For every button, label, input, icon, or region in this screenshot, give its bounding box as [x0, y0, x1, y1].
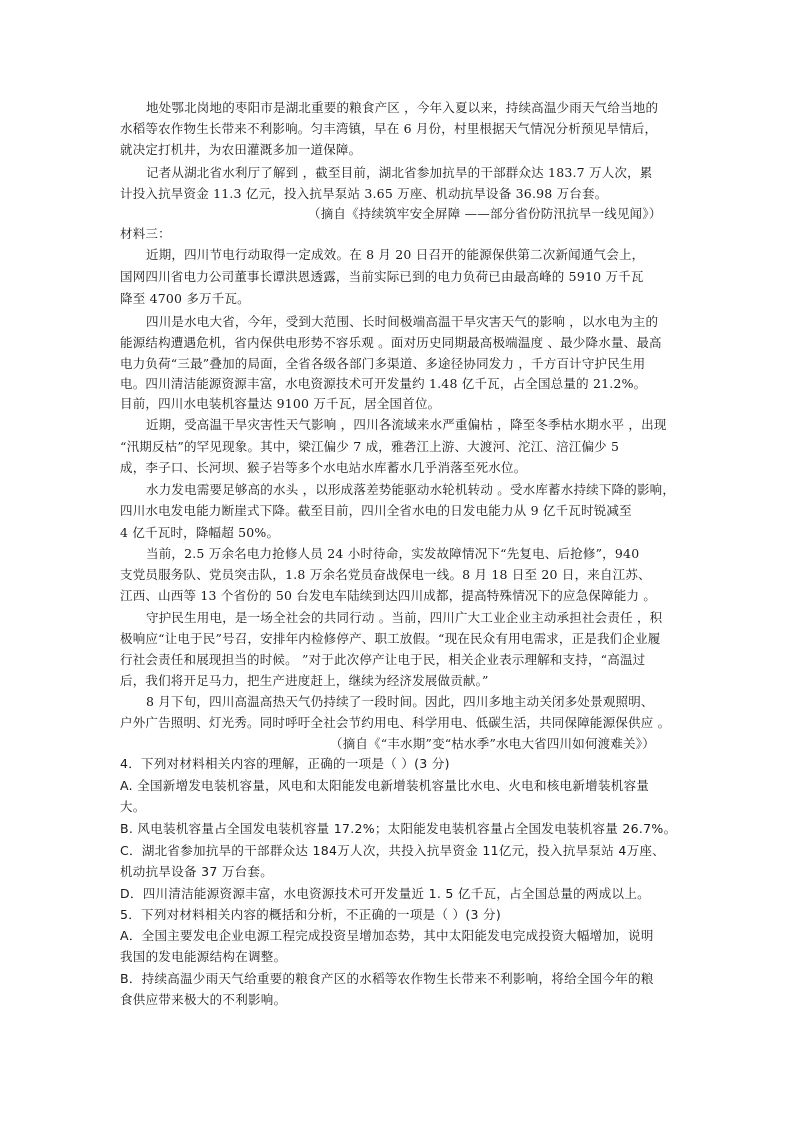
text-line: 四川水电发电能力断崖式下降。截至目前，四川全省水电的日发电能力从 9 亿千瓦时锐减至 — [120, 503, 632, 518]
text-line: 电力负荷“三最”叠加的局面，全省各级各部门多渠道、多途径协同发力 ，千方百计守护民生用 — [120, 356, 646, 371]
text-line: 记者从湖北省水利厅了解到 ，截至目前，湖北省参加抗旱的干部群众达 183.7 万人次，累 — [146, 165, 653, 180]
text-line: 近期，受高温干旱灾害性天气影响 ，四川各流域来水严重偏枯 ，降至冬季枯水期水平 ，出现 — [146, 417, 667, 432]
text-line: 户外广告照明、灯光秀。同时呼吁全社会节约用电、科学用电、低碳生活，共同保障能源保供应 。 — [120, 715, 671, 730]
text-line: 水稻等农作物生长带来不利影响。匀丰湾镇，早在 6 月份，村里根据天气情况分析预见旱情后， — [120, 121, 658, 136]
option-b: B. 风电装机容量占全国发电装机容量 17.2%；太阳能发电装机容量占全国发电装机容量 26.7%。 — [120, 821, 677, 836]
text-line: 能源结构遭遇危机，省内保供电形势不容乐观 。面对历史同期最高极端温度 、最少降水量、最高 — [120, 335, 662, 350]
option-d: D．四川清洁能源资源丰富，水电资源技术可开发量近 1. 5 亿千瓦，占全国总量的两成以上。 — [120, 886, 650, 901]
text-line: 地处鄂北岗地的枣阳市是湖北重要的粮食产区 ，今年入夏以来，持续高温少雨天气给当地的 — [146, 100, 659, 115]
text-line: 当前，2.5 万余名电力抢修人员 24 小时待命，实发故障情况下“先复电、后抢修”，940 — [146, 546, 640, 561]
source-citation: （摘自《“丰水期”变“枯水季”水电大省四川如何渡难关》） — [330, 736, 655, 751]
text-line: 4 亿千瓦时，降幅超 50%。 — [120, 525, 280, 540]
text-line: 行社会责任和展现担当的时候。 ”对于此次停产让电于民，相关企业表示理解和支持，“高温过 — [120, 652, 646, 667]
text-line: 守护民生用电，是一场全社会的共同行动 。当前，四川广大工业企业主动承担社会责任 ，积 — [146, 610, 663, 625]
section-heading: 材料三： — [120, 226, 171, 241]
option-b-cont: 食供应带来极大的不利影响。 — [120, 992, 287, 1007]
text-line: 电。四川清洁能源资源丰富，水电资源技术可开发量约 1.48 亿千瓦，占全国总量的 21.2%。 — [120, 376, 647, 391]
text-line: “汛期反枯”的罕见现象。其中，梁江偏少 7 成，雅砻江上游、大渡河、沱江、涪江偏少 5 — [120, 439, 620, 454]
text-line: 降至 4700 多万千瓦。 — [120, 291, 250, 306]
text-line: 成，李子口、长河坝、猴子岩等多个水电站水库蓄水几乎消落至死水位。 — [120, 460, 527, 475]
text-line: 计投入抗旱资金 11.3 亿元，投入抗旱泵站 3.65 万座、机动抗旱设备 36.98 万台套。 — [120, 186, 608, 201]
option-c-cont: 机动抗旱设备 37 万台套。 — [120, 864, 274, 879]
text-line: 就决定打机井，为农田灌溉多加一道保障。 — [120, 142, 362, 157]
option-a-cont: 我国的发电能源结构在调整。 — [120, 949, 287, 964]
option-b: B．持续高温少雨天气给重要的粮食产区的水稻等农作物生长带来不利影响，将给全国今年的粮 — [120, 971, 654, 986]
text-line: 极响应“让电于民”号召，安排年内检修停产、职工放假。“现在民众有用电需求，正是我们企业履 — [120, 631, 661, 646]
text-line: 国网四川省电力公司董事长谭洪恩透露，当前实际已到的电力负荷已由最高峰的 5910 万千瓦 — [120, 269, 644, 284]
text-line: 后，我们将开足马力，把生产进度赶上，继续为经济发展做贡献。” — [120, 673, 489, 688]
option-a: A. 全国新增发电装机容量，风电和太阳能发电新增装机容量比水电、火电和核电新增装机容量 — [120, 778, 650, 793]
text-line: 四川是水电大省，今年，受到大范围、长时间极端高温干旱灾害天气的影响 ，以水电为主的 — [146, 314, 659, 329]
source-citation: （摘自《持续筑牢安全屏障 ——部分省份防汛抗旱一线见闻》） — [308, 206, 662, 221]
question-5: 5．下列对材料相关内容的概括和分析，不正确的一项是（ ）(3 分) — [120, 907, 502, 922]
text-line: 8 月下旬，四川高温高热天气仍持续了一段时间。因此，四川多地主动关闭多处景观照明、 — [146, 694, 654, 709]
text-line: 水力发电需要足够高的水头 ，以形成落差势能驱动水轮机转动 。受水库蓄水持续下降的影响， — [146, 482, 676, 497]
option-a-cont: 大。 — [120, 799, 146, 814]
question-4: 4．下列对材料相关内容的理解，正确的一项是（ ）(3 分) — [120, 756, 450, 771]
text-line: 近期，四川节电行动取得一定成效。在 8 月 20 日召开的能源保供第二次新闻通气会上， — [146, 247, 645, 262]
text-line: 目前，四川水电装机容量达 9100 万千瓦，居全国首位。 — [120, 396, 441, 411]
option-a: A．全国主要发电企业电源工程完成投资呈增加态势，其中太阳能发电完成投资大幅增加，说明 — [120, 928, 654, 943]
text-line: 支党员服务队、党员突击队，1.8 万余名党员奋战保电一线。8 月 18 日至 20 日，来自江苏、 — [120, 567, 651, 582]
text-line: 江西、山西等 13 个省份的 50 台发电车陆续到达四川成都，提高特殊情况下的应急保障能力 。 — [120, 588, 657, 603]
option-c: C．湖北省参加抗旱的干部群众达 184万人次，共投入抗旱资金 11亿元，投入抗旱泵站 4万座、 — [120, 843, 665, 858]
